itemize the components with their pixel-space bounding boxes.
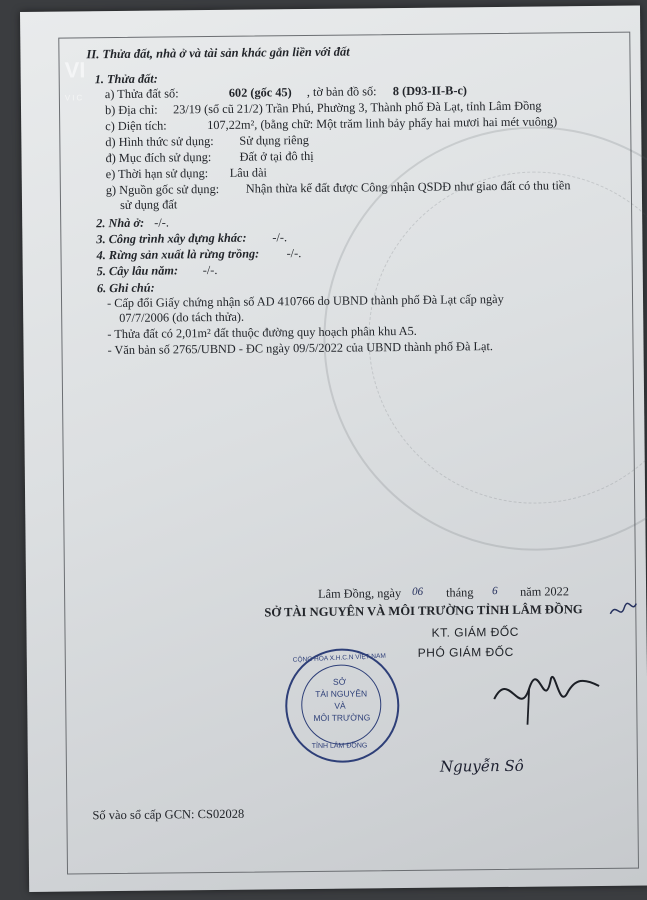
- seal-line-4: MÔI TRƯỜNG: [313, 712, 371, 723]
- usage-form-value: Sử dụng riêng: [239, 132, 309, 148]
- map-sheet-label: , tờ bản đồ số:: [306, 84, 377, 100]
- note-line-2: 07/7/2006 (do tách thửa).: [119, 309, 245, 325]
- house-value: -/-.: [154, 215, 169, 230]
- signer-name: Nguyễn Sô: [439, 756, 524, 776]
- note-line-4: - Văn bản số 2765/UBND - ĐC ngày 09/5/2022 của UBND thành phố Đà Lạt.: [107, 339, 493, 358]
- date-day: 06: [412, 585, 424, 598]
- date-month-label: tháng: [446, 585, 474, 600]
- parcel-number-label: a) Thửa đất số:: [104, 86, 179, 102]
- usage-purpose-value: Đất ở tại đô thị: [239, 148, 314, 164]
- perennial-trees-label: 5. Cây lâu năm:: [96, 263, 179, 279]
- seal-outer-top: CỘNG HÒA X.H.C.N VIỆT NAM: [292, 652, 386, 664]
- usage-origin-label: g) Nguồn gốc sử dụng:: [105, 181, 220, 198]
- date-month: 6: [492, 585, 498, 598]
- signature-scribble: [489, 658, 610, 729]
- initials-mark: [608, 600, 638, 622]
- notes-heading: 6. Ghi chú:: [96, 280, 155, 296]
- planted-forest-value: -/-.: [286, 246, 302, 261]
- seal-line-1: SỞ: [332, 676, 347, 687]
- issuing-agency: SỞ TÀI NGUYÊN VÀ MÔI TRƯỜNG TỈNH LÂM ĐỒNG: [264, 602, 583, 620]
- map-sheet-value: 8 (D93-II-B-c): [392, 83, 468, 99]
- section-title: II. Thửa đất, nhà ở và tài sản khác gắn liền với đất: [86, 44, 350, 62]
- date-year: năm 2022: [520, 584, 570, 599]
- usage-term-value: Lâu dài: [229, 165, 267, 180]
- parcel-number-value: 602 (gốc 45): [228, 85, 292, 100]
- land-heading: 1. Thửa đất:: [94, 71, 158, 87]
- other-construction-label: 3. Công trình xây dựng khác:: [96, 230, 247, 247]
- address-label: b) Địa chỉ:: [104, 102, 158, 118]
- registry-number: Số vào sổ cấp GCN: CS02028: [92, 806, 245, 823]
- seal-line-3: VÀ: [334, 700, 346, 711]
- usage-origin-value-cont: sử dụng đất: [119, 197, 178, 212]
- official-seal: [285, 648, 400, 763]
- seal-line-2: TÀI NGUYÊN: [315, 688, 368, 699]
- watermark-small: VIC: [64, 93, 85, 103]
- area-value: 107,22m², (bằng chữ: Một trăm linh bảy phẩy hai mươi hai mét vuông): [207, 114, 558, 133]
- other-construction-value: -/-.: [272, 230, 288, 245]
- date-prefix: Lâm Đồng, ngày: [318, 586, 402, 601]
- certificate-page: [20, 6, 647, 892]
- signer-authority: KT. GIÁM ĐỐC: [431, 624, 519, 640]
- usage-origin-value: Nhận thừa kế đất được Công nhận QSDĐ như giao đất có thu tiền: [245, 178, 571, 196]
- area-label: c) Diện tích:: [105, 118, 167, 134]
- note-line-1: - Cấp đổi Giấy chứng nhận số AD 410766 do UBND thành phố Đà Lạt cấp ngày: [106, 291, 504, 311]
- usage-purpose-label: đ) Mục đích sử dụng:: [105, 150, 212, 166]
- seal-outer-bottom: TỈNH LÂM ĐỒNG: [311, 742, 368, 750]
- usage-term-label: e) Thời hạn sử dụng:: [105, 166, 209, 182]
- note-line-3: - Thửa đất có 2,01m² đất thuộc đường quy hoạch phân khu A5.: [107, 323, 417, 342]
- perennial-trees-value: -/-.: [202, 262, 218, 278]
- address-value: 23/19 (số cũ 21/2) Trần Phú, Phường 3, Thành phố Đà Lạt, tỉnh Lâm Đồng: [172, 98, 542, 117]
- watermark: VI: [64, 57, 86, 83]
- planted-forest-label: 4. Rừng sản xuất là rừng trồng:: [96, 246, 260, 263]
- signer-title: PHÓ GIÁM ĐỐC: [417, 644, 514, 660]
- usage-form-label: d) Hình thức sử dụng:: [105, 133, 214, 150]
- house-label: 2. Nhà ở:: [96, 215, 145, 231]
